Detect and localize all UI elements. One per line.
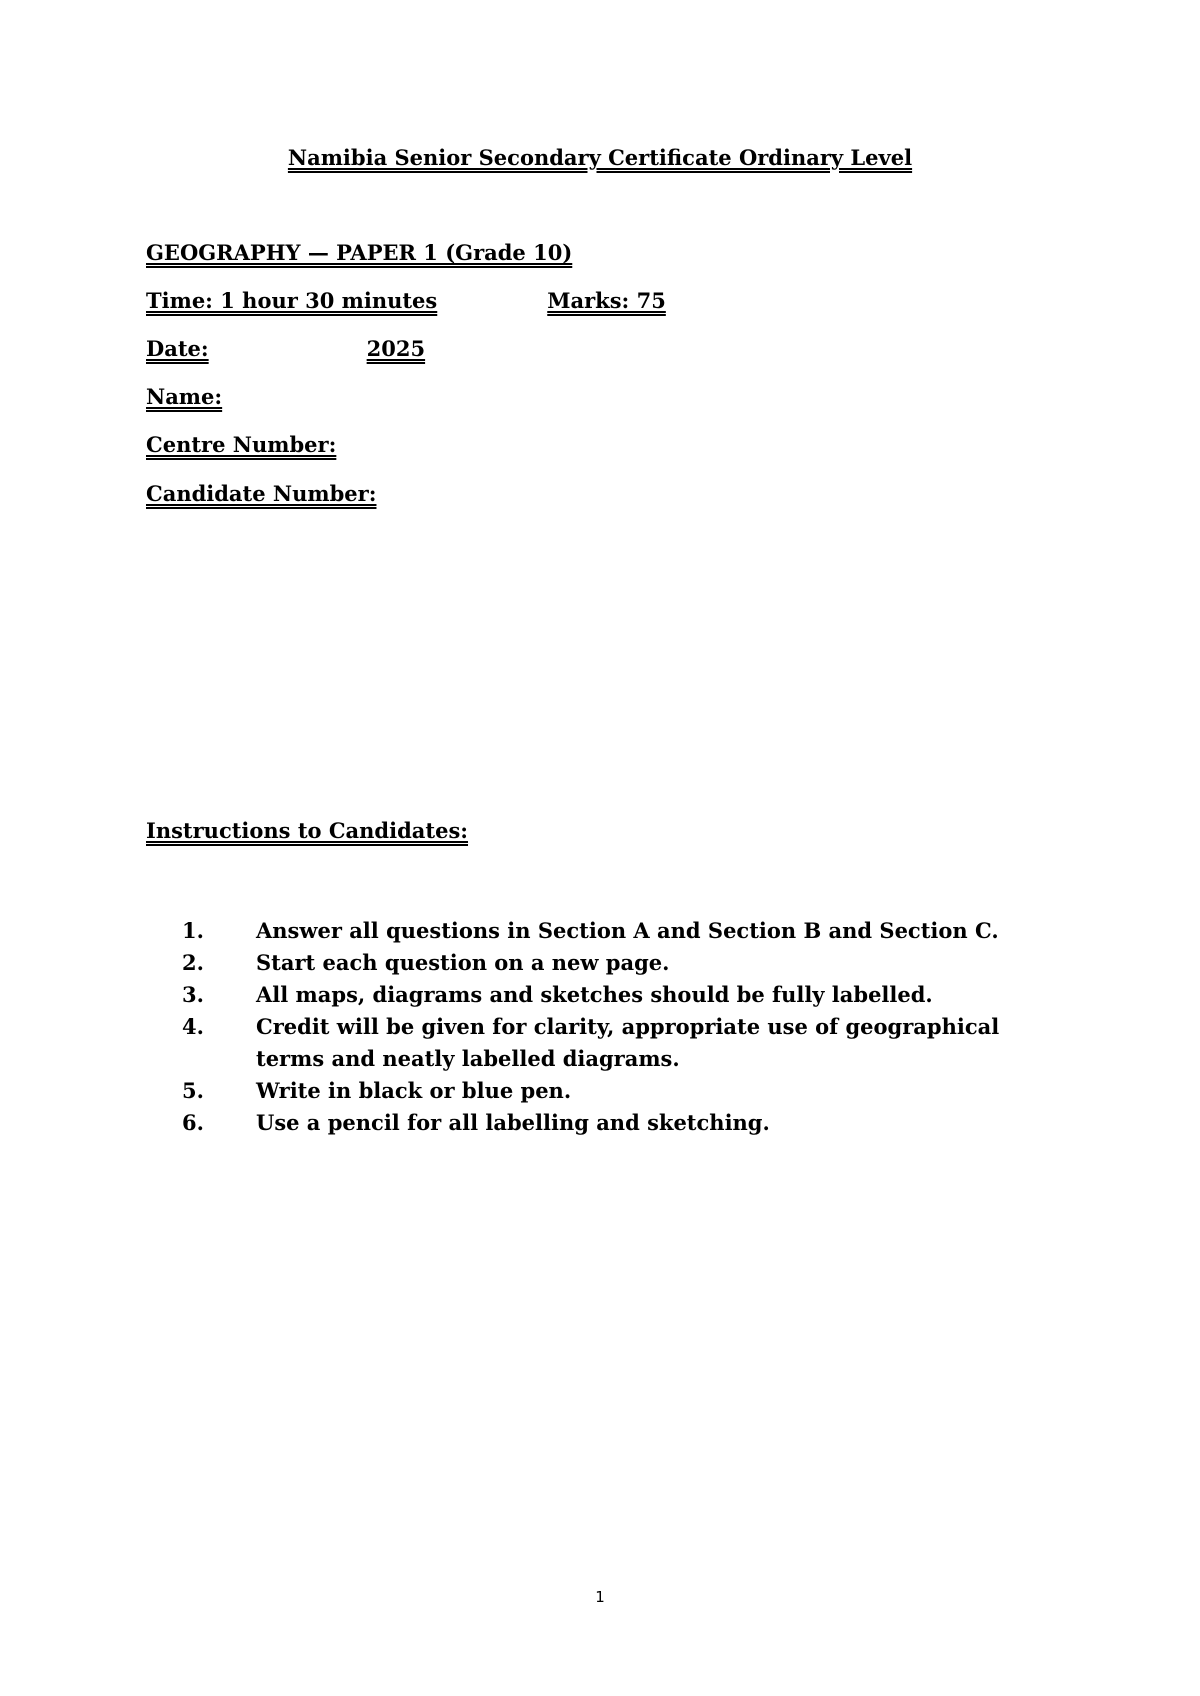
subject-line: GEOGRAPHY — PAPER 1 (Grade 10) <box>146 240 573 265</box>
instruction-number: 4. <box>182 1014 204 1039</box>
marks-label: Marks: 75 <box>547 288 666 313</box>
instruction-item <box>0 915 1200 947</box>
candidate-number-line <box>146 481 500 506</box>
instruction-item <box>0 1107 1200 1139</box>
instruction-item <box>0 947 1200 979</box>
name-label: Name: <box>146 384 223 409</box>
exam-board-title: Namibia Senior Secondary Certificate Ordinary Level <box>287 145 913 170</box>
instruction-number: 3. <box>182 982 204 1007</box>
centre-number-line <box>146 432 466 457</box>
instruction-text: Use a pencil for all labelling and sketching. <box>256 1110 770 1135</box>
instruction-number: 2. <box>182 950 204 975</box>
instruction-item <box>0 1011 1200 1075</box>
time-label: Time: 1 hour 30 minutes <box>146 288 438 313</box>
instruction-item <box>0 979 1200 1011</box>
instructions-list <box>0 915 1200 1139</box>
instruction-number: 5. <box>182 1078 204 1103</box>
centre-number-label: Centre Number: <box>146 432 337 457</box>
instruction-number: 6. <box>182 1110 204 1135</box>
name-line <box>146 384 544 409</box>
instruction-text: Start each question on a new page. <box>256 950 670 975</box>
instruction-text: Write in black or blue pen. <box>256 1078 572 1103</box>
candidate-number-label: Candidate Number: <box>146 481 377 506</box>
date-line <box>146 336 425 361</box>
instruction-item <box>0 1075 1200 1107</box>
time-marks-line <box>146 288 666 313</box>
instruction-text: Answer all questions in Section A and Section B and Section C. <box>256 918 999 943</box>
instructions-heading: Instructions to Candidates: <box>146 818 469 843</box>
date-label: Date: <box>146 336 209 361</box>
instruction-text: All maps, diagrams and sketches should be fully labelled. <box>256 982 933 1007</box>
page-number: 1 <box>595 1588 605 1606</box>
instruction-number: 1. <box>182 918 204 943</box>
instruction-text: Credit will be given for clarity, appropriate use of geographical terms and neatly labelled diagrams. <box>256 1014 1000 1071</box>
date-year: 2025 <box>366 336 426 361</box>
